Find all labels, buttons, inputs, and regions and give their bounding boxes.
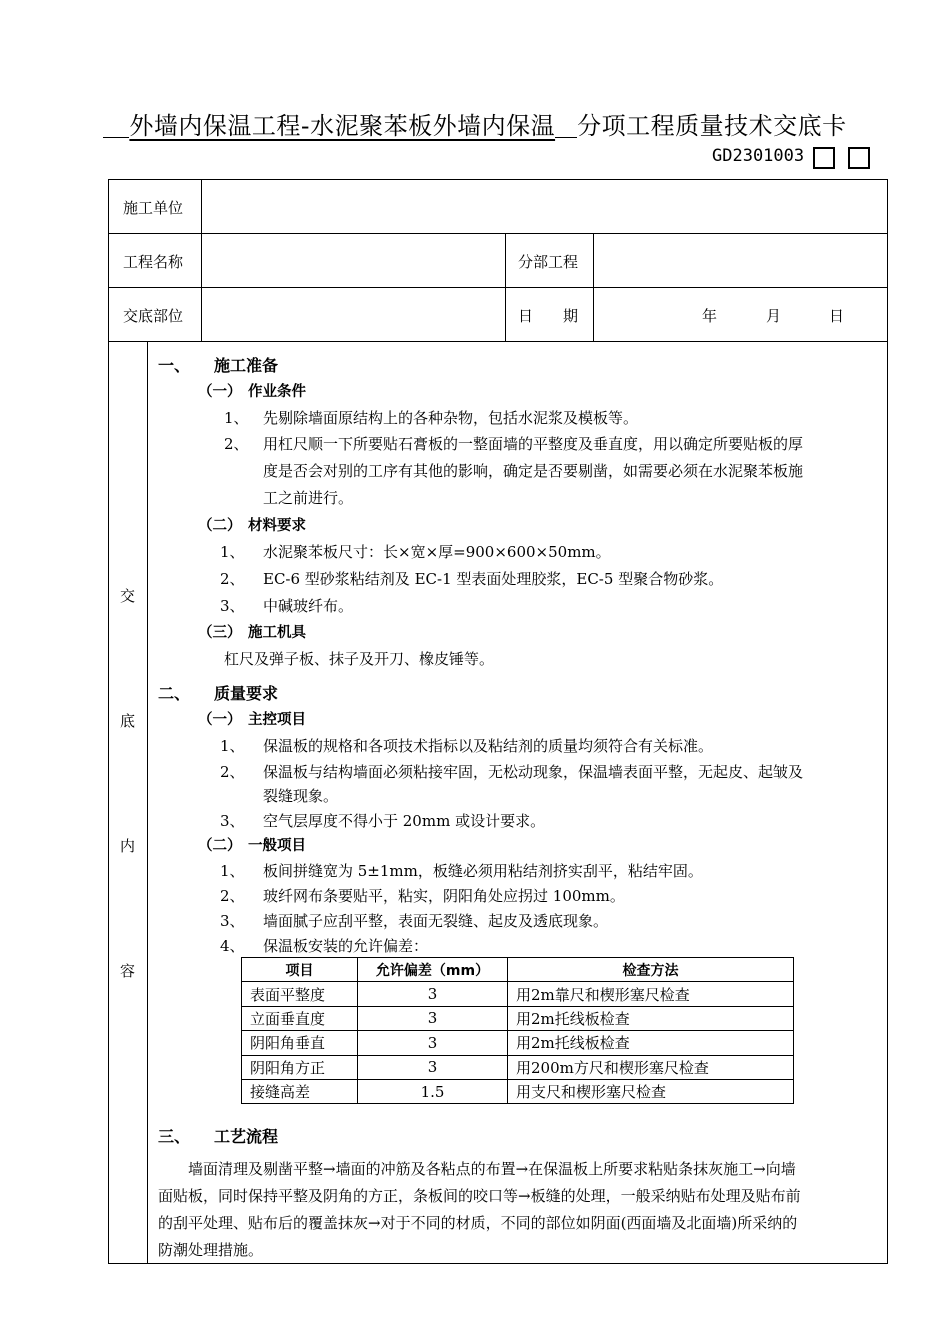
table-row (242, 982, 794, 1006)
table-cell: 阴阳角垂直 (242, 1031, 358, 1055)
section-1-title: 施工准备 (214, 356, 279, 375)
section-3-number: 三、 (158, 1127, 191, 1146)
subsection-title: 主控项目 (248, 712, 306, 728)
table-row (242, 1055, 794, 1079)
table-cell: 用支尺和楔形塞尺检查 (508, 1079, 794, 1103)
location-label: 交底部位 (123, 307, 184, 325)
item-number: 1、 (220, 862, 245, 880)
item-text: 中碱玻纤布。 (263, 597, 354, 615)
col-divider (201, 179, 202, 341)
month-label: 月 (766, 307, 782, 325)
table-row (242, 1031, 794, 1055)
item-number: 1、 (224, 409, 249, 427)
table-cell: 表面平整度 (242, 982, 358, 1006)
section-3-title: 工艺流程 (214, 1127, 279, 1146)
subsection-number: （二） (198, 518, 242, 534)
item-text: 保温板安装的允许偏差： (263, 937, 429, 955)
subsection-title: 作业条件 (248, 384, 306, 400)
table-cell: 阴阳角方正 (242, 1055, 358, 1079)
table-cell: 3 (358, 1006, 508, 1030)
table-header: 检查方法 (508, 958, 794, 982)
table-cell: 立面垂直度 (242, 1006, 358, 1030)
item-number: 2、 (220, 887, 245, 905)
subsection-number: （一） (198, 384, 242, 400)
process-text-line: 墙面清理及剔凿平整→墙面的冲筋及各粘点的布置→在保温板上所要求粘贴条抹灰施工→向墙 (188, 1160, 796, 1178)
table-header: 项目 (242, 958, 358, 982)
item-text: EC-6 型砂浆粘结剂及 EC-1 型表面处理胶浆，EC-5 型聚合物砂浆。 (263, 570, 724, 588)
division-label: 分部工程 (518, 253, 579, 271)
side-label-char: 内 (120, 837, 136, 855)
tolerance-table (241, 957, 794, 1104)
title-project: 外墙内保温工程-水泥聚苯板外墙内保温 (129, 112, 556, 140)
date-label: 日 期 (518, 307, 579, 325)
table-cell: 3 (358, 1031, 508, 1055)
table-cell: 接缝高差 (242, 1079, 358, 1103)
table-cell: 用2m靠尺和楔形塞尺检查 (508, 982, 794, 1006)
item-text: 先剔除墙面原结构上的各种杂物，包括水泥浆及模板等。 (263, 409, 639, 427)
table-row (242, 1079, 794, 1103)
process-text-line: 面贴板，同时保持平整及阴角的方正，条板间的咬口等→板缝的处理，一般采纳贴布处理及贴布前 (158, 1187, 801, 1205)
item-number: 3、 (220, 912, 245, 930)
item-text: 裂缝现象。 (263, 787, 339, 805)
item-text: 度是否会对别的工序有其他的影响，确定是否要剔凿，如需要必须在水泥聚苯板施 (263, 462, 804, 480)
process-text-line: 防潮处理措施。 (158, 1241, 264, 1259)
item-text: 工之前进行。 (263, 489, 354, 507)
item-number: 2、 (220, 763, 245, 781)
tools-text: 杠尺及弹子板、抹子及开刀、橡皮锤等。 (224, 650, 495, 668)
side-label-char: 底 (120, 712, 136, 730)
item-number: 1、 (220, 543, 245, 561)
subsection-title: 一般项目 (248, 838, 306, 854)
item-text: 墙面腻子应刮平整，表面无裂缝、起皮及透底现象。 (263, 912, 609, 930)
item-text: 玻纤网布条要贴平，粘实，阴阳角处应拐过 100mm。 (263, 887, 625, 905)
item-text: 保温板的规格和各项技术指标以及粘结剂的质量均须符合有关标准。 (263, 737, 714, 755)
item-number: 2、 (224, 435, 249, 453)
item-text: 保温板与结构墙面必须粘接牢固，无松动现象，保温墙表面平整，无起皮、起皱及 (263, 763, 804, 781)
subsection-title: 材料要求 (248, 518, 306, 534)
item-text: 板间拼缝宽为 5±1mm，板缝必须用粘结剂挤实刮平，粘结牢固。 (263, 862, 703, 880)
col-divider (593, 233, 594, 341)
col-divider (147, 341, 148, 1264)
document-code: GD2301003 (712, 146, 805, 166)
process-text-line: 的刮平处理、贴布后的覆盖抹灰→对于不同的材质，不同的部位如阴面(西面墙及北面墙)所采纳的 (158, 1214, 798, 1232)
table-row (242, 1006, 794, 1030)
item-number: 3、 (220, 812, 245, 830)
subsection-title: 施工机具 (248, 625, 306, 641)
item-number: 3、 (220, 597, 245, 615)
subsection-number: （一） (198, 712, 242, 728)
table-header: 允许偏差（mm） (358, 958, 508, 982)
page-title (0, 106, 950, 141)
side-label-char: 容 (120, 962, 136, 980)
item-text: 空气层厚度不得小于 20mm 或设计要求。 (263, 812, 546, 830)
table-cell: 1.5 (358, 1079, 508, 1103)
item-number: 1、 (220, 737, 245, 755)
table-header-row (242, 958, 794, 982)
subsection-number: （二） (198, 838, 242, 854)
section-1-number: 一、 (158, 356, 191, 375)
year-label: 年 (702, 307, 718, 325)
item-text: 水泥聚苯板尺寸：长×宽×厚=900×600×50mm。 (263, 543, 611, 561)
table-cell: 用2m托线板检查 (508, 1006, 794, 1030)
table-cell: 3 (358, 1055, 508, 1079)
item-number: 4、 (220, 937, 245, 955)
title-suffix: 分项工程质量技术交底卡 (577, 112, 847, 140)
project-name-label: 工程名称 (123, 253, 184, 271)
item-number: 2、 (220, 570, 245, 588)
subsection-number: （三） (198, 625, 242, 641)
row-divider (108, 287, 888, 288)
table-cell: 用200m方尺和楔形塞尺检查 (508, 1055, 794, 1079)
row-divider (108, 233, 888, 234)
item-text: 用杠尺顺一下所要贴石膏板的一整面墙的平整度及垂直度，用以确定所要贴板的厚 (263, 435, 804, 453)
section-2-title: 质量要求 (214, 684, 279, 703)
side-label-char: 交 (120, 587, 136, 605)
check-box-2[interactable] (848, 147, 870, 169)
row-divider (108, 341, 888, 342)
table-cell: 3 (358, 982, 508, 1006)
table-cell: 用2m托线板检查 (508, 1031, 794, 1055)
day-label: 日 (829, 307, 845, 325)
col-divider (505, 233, 506, 341)
check-box-1[interactable] (813, 147, 835, 169)
section-2-number: 二、 (158, 684, 191, 703)
unit-label: 施工单位 (123, 199, 184, 217)
